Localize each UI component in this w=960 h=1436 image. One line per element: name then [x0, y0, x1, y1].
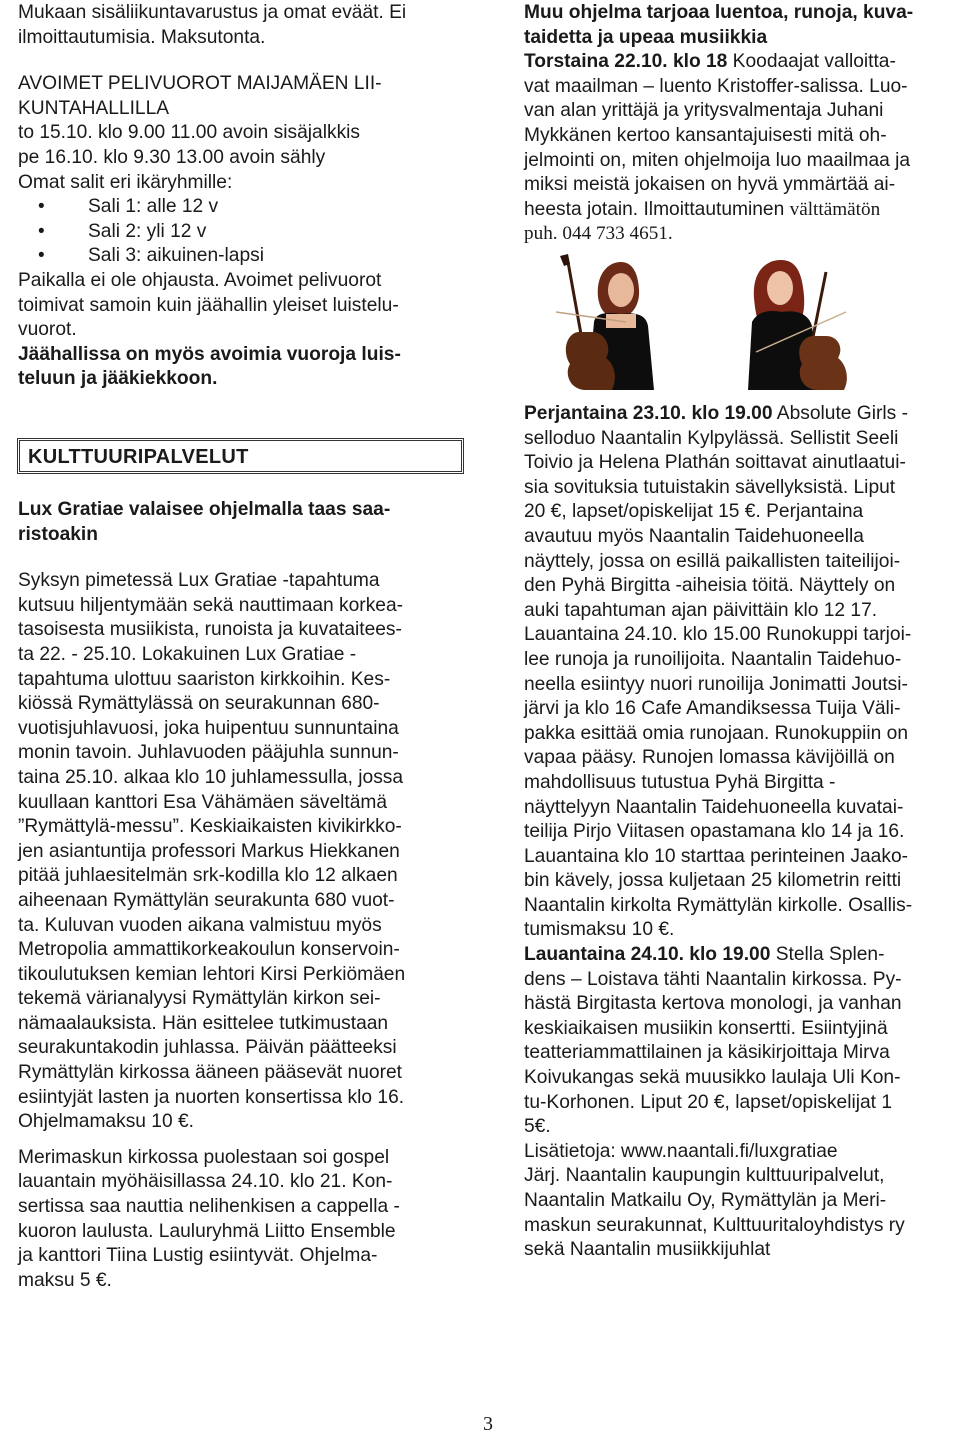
perjantai-line: Lauantaina 24.10. klo 15.00 Runokuppi tarjoi- [524, 624, 912, 646]
sali-list [18, 195, 470, 269]
lauantai-line: sekä Naantalin musiikkijuhlat [524, 1239, 771, 1261]
jaahalli-line: Jäähallissa on myös avoimia vuoroja luis- [18, 343, 401, 365]
lauantai-line: maskun seurakunnat, Kulttuuritaloyhdistys ry [524, 1214, 905, 1236]
left-column [18, 0, 470, 392]
lauantai-line: Koivukangas sekä muusikko laulaja Uli Kon- [524, 1067, 901, 1089]
intro-line: Mukaan sisäliikuntavarustus ja omat eväät. Ei [18, 2, 407, 23]
perjantai-line: Lauantaina klo 10 starttaa perinteinen Jaako- [524, 845, 909, 867]
lauantai-line: tu-Korhonen. Liput 20 €, lapset/opiskelijat 1 [524, 1091, 893, 1113]
right-heading: Muu ohjelma tarjoaa luentoa, runoja, kuva- [524, 2, 914, 23]
torstai-line: miksi meistä jokaisen on hyvä ymmärtää ai- [524, 174, 896, 196]
article-column [18, 498, 470, 1293]
lauantai-line: hästä Birgitasta kertova monologi, ja vanhan [524, 993, 902, 1015]
article-line: Rymättylän kirkossa ääneen pääsevät nuoret [18, 1062, 402, 1084]
right-events [524, 402, 958, 1263]
lauantai-first-line: Lauantaina 24.10. klo 19.00 Stella Splen- [524, 944, 885, 966]
perjantai-line: näyttelyyn Naantalin Taidehuoneella kuvatai- [524, 796, 904, 818]
lauantai-line: keskiaikaisen musiikin konsertti. Esiintyjinä [524, 1017, 888, 1039]
time-line: pe 16.10. klo 9.30 13.00 avoin sähly [18, 146, 326, 168]
perjantai-line: auki tapahtuman ajan päivittäin klo 12 17. [524, 599, 878, 621]
article-line: tasoisesta musiikista, runoista ja kuvataitees- [18, 619, 402, 641]
lauantai-line: Naantalin Matkailu Oy, Rymättylän ja Meri- [524, 1190, 887, 1211]
jaahalli-line: teluun ja jääkiekkoon. [18, 368, 218, 390]
cellists-photo [526, 252, 898, 390]
article-line: kutsuu hiljentymään sekä nauttimaan korkea- [18, 594, 404, 616]
torstai-line: Mykkänen kertoo kansantajuisesti mitä oh- [524, 124, 887, 146]
merimasku-line: Merimaskun kirkossa puolestaan soi gospel [18, 1146, 390, 1168]
torstai-phone: puh. 044 733 4651. [524, 223, 673, 245]
article-line: Syksyn pimetessä Lux Gratiae -tapahtuma [18, 570, 380, 592]
torstai-ilmo-line: heesta jotain. Ilmoittautuminen välttämätön [524, 198, 881, 220]
lauantai-text [524, 968, 958, 1263]
article-line: ”Rymättylä-messu”. Keskiaikaisten kivikirkko- [18, 816, 402, 838]
perjantai-line: tumismaksu 10 €. [524, 919, 675, 941]
perjantai-line: teilija Pirjo Viitasen opastamana klo 14 ja 16. [524, 821, 905, 843]
article-line: monin tavoin. Juhlavuoden pääjuhla sunnun- [18, 742, 399, 764]
article-title: ristoakin [18, 523, 98, 545]
perjantai-line: näyttely, jossa on esillä paikallisten taiteilijoi- [524, 550, 901, 572]
lauantai-line: Järj. Naantalin kaupungin kulttuuripalvelut, [524, 1165, 885, 1187]
time-line: to 15.10. klo 9.00 11.00 avoin sisäjalkkis [18, 122, 361, 144]
perjantai-line: sia sovituksia tutuistakin sävellyksistä. Liput [524, 476, 896, 498]
list-item: • Sali 3: aikuinen-lapsi [18, 244, 470, 269]
section-title-box [17, 438, 464, 474]
article-line: ta 22. - 25.10. Lokakuinen Lux Gratiae - [18, 643, 357, 665]
perjantai-text [524, 427, 958, 943]
list-item: • Sali 1: alle 12 v [18, 195, 470, 220]
perjantai-line: bin kävely, jossa kuljetaan 25 kilometrin reitti [524, 870, 902, 892]
article-line: nämaalauksista. Hän esittelee tutkimustaan [18, 1012, 389, 1034]
merimasku-line: kuoron laulusta. Lauluryhmä Liitto Ensemble [18, 1220, 396, 1242]
article-line: kiössä Rymättylässä on seurakunnan 680- [18, 693, 380, 715]
right-column [524, 0, 958, 247]
perjantai-line: avautuu myös Naantalin Taidehuoneella [524, 525, 864, 547]
perjantai-line: mahdollisuus tutustua Pyhä Birgitta - [524, 771, 836, 793]
bullet-icon: • [38, 245, 45, 267]
salit-intro: Omat salit eri ikäryhmille: [18, 171, 233, 193]
lauantai-line: teatteriammattilainen ja käsikirjoittaja Mirva [524, 1042, 890, 1064]
perjantai-line: 20 €, lapset/opiskelijat 15 €. Perjantaina [524, 501, 864, 523]
article-line: taina 25.10. alkaa klo 10 juhlamessulla, jossa [18, 766, 404, 788]
list-item: • Sali 2: yli 12 v [18, 220, 470, 245]
article-line: tekemä värianalyysi Rymättylän kirkon sei- [18, 988, 381, 1010]
lauantai-line: 5€. [524, 1116, 551, 1138]
merimasku-line: sertissa saa nauttia nelihenkisen a cappella - [18, 1196, 400, 1218]
perjantai-line: selloduo Naantalin Kylpylässä. Sellistit Seeli [524, 427, 899, 449]
right-heading: taidetta ja upeaa musiikkia [524, 26, 768, 48]
merimasku-line: maksu 5 €. [18, 1269, 112, 1291]
perjantai-line: Naantalin kirkolta Rymättylän kirkolle. Osallis- [524, 894, 913, 916]
torstai-text [524, 75, 958, 198]
perjantai-line: pakka esittää omia runojaan. Runokuppiin on [524, 722, 909, 744]
pelivuorot-title: AVOIMET PELIVUOROT MAIJAMÄEN LII- [18, 73, 382, 95]
perjantai-line: Toivio ja Helena Plathán soittavat ainutlaatui- [524, 452, 906, 474]
merimasku-line: ja kanttori Tiina Lustig esiintyvät. Ohjelma- [18, 1245, 378, 1267]
lauantai-line: Lisätietoja: www.naantali.fi/luxgratiae [524, 1140, 838, 1162]
torstai-line: van alan yrittäjä ja yritysvalmentaja Juhani [524, 100, 884, 122]
pelivuorot-title: KUNTAHALLILLA [18, 97, 170, 119]
ohjaus-line: Paikalla ei ole ohjausta. Avoimet pelivuorot [18, 269, 382, 291]
ohjaus-line: toimivat samoin kuin jäähallin yleiset luistelu- [18, 294, 399, 316]
page-number: 3 [483, 1413, 493, 1435]
merimasku-line: lauantain myöhäisillassa 24.10. klo 21. Kon- [18, 1171, 393, 1193]
article-line: Ohjelmamaksu 10 €. [18, 1111, 194, 1133]
article-line: vuotisjuhlavuosi, joka huipentuu sunnuntaina [18, 717, 399, 739]
torstai-line: jelmointi on, miten ohjelmoija luo maailmaa ja [524, 149, 911, 171]
torstai-first-line: Torstaina 22.10. klo 18 Koodaajat valloitta- [524, 51, 896, 73]
perjantai-line: järvi ja klo 16 Cafe Amandiksessa Tuija Väli- [524, 698, 901, 720]
article-line: kuullaan kanttori Esa Vähämäen säveltämä [18, 791, 388, 813]
merimasku-text [18, 1146, 470, 1294]
intro-line: ilmoittautumisia. Maksutonta. [18, 26, 266, 48]
perjantai-line: den Pyhä Birgitta -aiheisia töitä. Näyttely on [524, 575, 896, 597]
article-line: Metropolia ammattikorkeakoulun konservoin- [18, 939, 400, 961]
perjantai-line: neella esiintyy nuori runoilija Jonimatti Joutsi- [524, 673, 908, 695]
article-line: tapahtuma ulottuu saariston kirkkoihin. Kes- [18, 668, 391, 690]
bullet-icon: • [38, 196, 45, 218]
article-body [18, 569, 470, 1135]
ohjaus-line: vuorot. [18, 319, 77, 341]
perjantai-line: vapaa pääsy. Runojen lomassa kävijöillä on [524, 747, 895, 769]
perjantai-first-line: Perjantaina 23.10. klo 19.00 Absolute Girls - [524, 403, 908, 424]
article-line: tikoulutuksen kemian lehtori Kirsi Perkiömäen [18, 963, 406, 985]
article-title: Lux Gratiae valaisee ohjelmalla taas saa- [18, 499, 391, 520]
article-line: pitää juhlaesitelmän srk-kodilla klo 12 alkaen [18, 865, 398, 887]
article-line: ta. Kuluvan vuoden aikana valmistuu myös [18, 914, 382, 936]
article-line: esiintyjät lasten ja nuorten konsertissa klo 16. [18, 1086, 405, 1108]
intro-text [18, 1, 470, 50]
article-line: aiheenaan Rymättylän seurakunta 680 vuot- [18, 889, 395, 911]
section-title: KULTTUURIPALVELUT [28, 446, 249, 468]
lauantai-line: dens – Loistava tähti Naantalin kirkossa. Py- [524, 968, 902, 990]
bullet-icon: • [38, 220, 45, 242]
torstai-line: vat maailman – luento Kristoffer-salissa. Luo- [524, 75, 908, 97]
article-line: jen asiantuntija professori Markus Hiekkanen [18, 840, 400, 862]
article-line: seurakuntakodin juhlassa. Päivän päätteeksi [18, 1037, 397, 1059]
perjantai-line: lee runoja ja runoilijoita. Naantalin Taidehuo- [524, 648, 902, 670]
